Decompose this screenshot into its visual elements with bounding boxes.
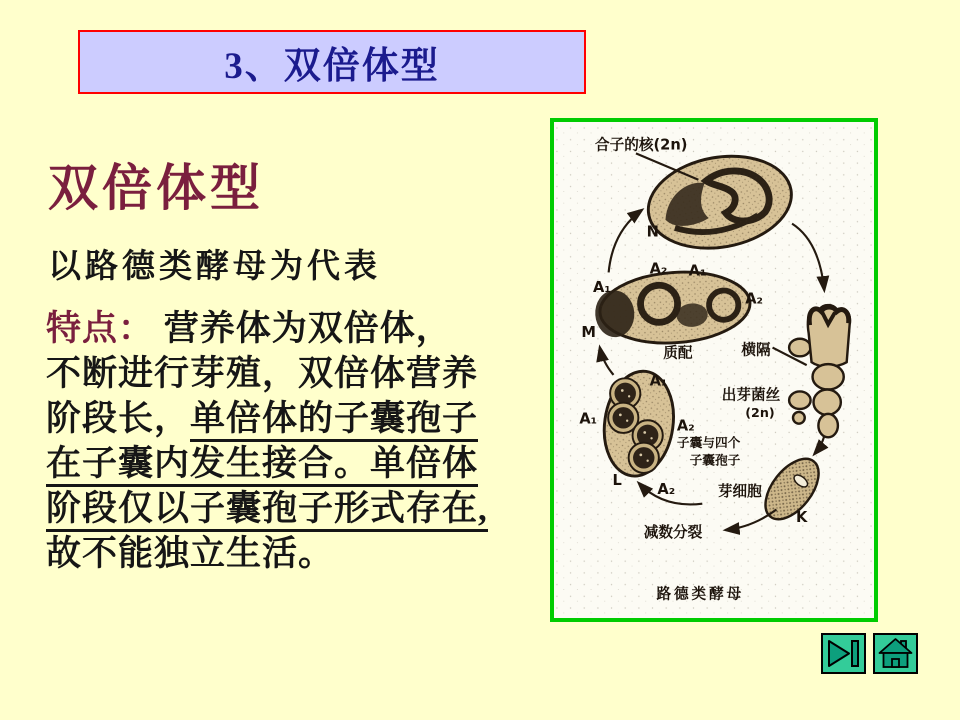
label-m: M <box>581 323 596 341</box>
label-ascus-line1: 子囊与四个 <box>676 435 741 451</box>
label-zygote-nucleus: 合子的核(2n) <box>594 136 688 154</box>
body-text: 营养体为双倍体， <box>154 309 452 348</box>
label-l: L <box>612 472 622 490</box>
label-a1-ascus-left: A₁ <box>579 410 598 428</box>
intro-line: 以路德类酵母为代表 <box>48 249 381 285</box>
paragraph-line <box>46 531 536 576</box>
nav-buttons <box>821 633 918 674</box>
paragraph-line <box>46 351 536 396</box>
label-ascus-line2: 子囊孢子 <box>689 452 741 468</box>
paragraph-line <box>46 486 536 531</box>
section-heading: 双倍体型 <box>48 160 264 216</box>
label-k: K <box>795 509 808 527</box>
label-plasmogamy: 质配 <box>663 344 693 362</box>
ascospore <box>629 443 659 473</box>
label-a2-fusion-top: A₂ <box>649 260 668 278</box>
body-text: 故不能独立生活。 <box>46 534 335 573</box>
label-a2-fusion-right: A₂ <box>745 290 763 308</box>
underlined-text: 在子囊内发生接合。单倍体 <box>46 444 478 487</box>
underlined-text: 阶段仅以子囊孢子形式存在, <box>46 489 488 532</box>
label-a2-ascus-right: A₂ <box>676 417 695 435</box>
paragraph-line <box>46 441 536 486</box>
label-a1-fusion-left: A₁ <box>593 278 611 296</box>
paragraph-line <box>46 396 536 441</box>
label-budding-hypha-ploidy: (2n) <box>745 404 775 420</box>
figure-caption: 路德类酵母 <box>656 585 745 603</box>
home-icon <box>878 638 913 669</box>
yeast-lifecycle-figure <box>550 118 878 622</box>
lifecycle-diagram <box>554 122 874 618</box>
home-button[interactable] <box>873 633 918 674</box>
paragraph-line <box>46 306 536 351</box>
label-meiosis: 减数分裂 <box>643 523 703 541</box>
label-a1-ascus-top: A₁ <box>649 372 668 390</box>
slide-title: 3、双倍体型 <box>224 46 440 87</box>
label-bud-cell: 芽细胞 <box>717 482 762 500</box>
feature-label: 特点： <box>46 309 155 348</box>
body-text: 不断进行芽殖，双倍体营养 <box>46 354 479 393</box>
label-n: N <box>646 223 659 241</box>
title-banner <box>78 30 586 94</box>
label-septum: 横隔 <box>741 341 771 359</box>
label-a2-ascus-bottom: A₂ <box>657 480 676 498</box>
label-a1-fusion-top: A₁ <box>688 262 707 280</box>
feature-paragraph <box>46 306 536 576</box>
skip-forward-icon <box>826 638 861 669</box>
underlined-text: 单倍体的子囊孢子 <box>190 399 478 442</box>
next-slide-button[interactable] <box>821 633 866 674</box>
label-budding-hypha: 出芽菌丝 <box>721 386 781 404</box>
body-text: 阶段长， <box>46 399 191 438</box>
